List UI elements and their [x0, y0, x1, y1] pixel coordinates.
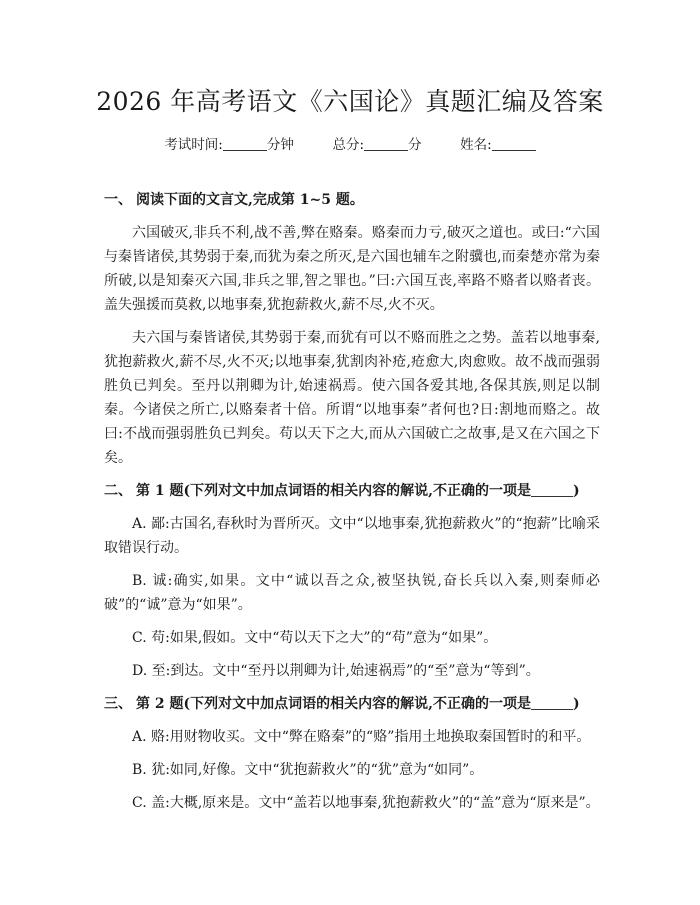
q2-option-c: C. 盖:大概,原来是。文中“盖若以地事秦,犹抱薪救火”的“盖”意为“原来是”。	[132, 795, 600, 811]
answer-blank	[531, 695, 573, 710]
time-blank	[223, 137, 267, 151]
passage-paragraph-2: 夫六国与秦皆诸侯,其势弱于秦,而犹有可以不赂而胜之之势。盖若以地事秦,犹抱薪救火,薪不尽,火不灭;以地事秦,犹割肉补疮,疮愈大,肉愈败。故不战而强弱胜负已判矣。至丹以荆卿为计,始速祸焉。使六国各爱其地,各保其族,则足以制秦。今诸侯之所亡,以赂秦者十倍。所谓“以地事秦”者何也?日:割地而赂之。故曰:不战而强弱胜负已判矣。苟以天下之大,而从六国破亡之故事,是又在六国之下矣。	[104, 330, 600, 466]
section-2-heading: 二、 第 1 题(下列对文中加点词语的相关内容的解说,不正确的一项是 )	[104, 479, 600, 503]
q2-option-b: B. 犹:如同,好像。文中“犹抱薪救火”的“犹”意为“如同”。	[132, 762, 484, 778]
section-3-number: 三、	[104, 696, 132, 712]
exam-meta	[0, 133, 700, 153]
q2-option-a: A. 赂:用财物收买。文中“弊在赂秦”的“赂”指用土地换取秦国暂时的和平。	[132, 729, 591, 745]
q1-option-a: A. 鄙:古国名,春秋时为晋所灭。文中“以地事秦,犹抱薪救火”的“抱薪”比喻采取错误行动。	[104, 516, 600, 556]
q1-option-d: D. 至:到达。文中“至丹以荆卿为计,始速祸焉”的“至”意为“等到”。	[132, 663, 540, 679]
page-title: 2026 年高考语文《六国论》真题汇编及答案	[96, 87, 604, 116]
time-unit: 分钟	[266, 137, 294, 153]
section-1-heading	[104, 188, 600, 212]
passage-paragraph-1: 六国破灭,非兵不利,战不善,弊在赂秦。赂秦而力亏,破灭之道也。或曰:“六国与秦皆诸侯,其势弱于秦,而犹为秦之所灭,是六国也辅车之附骥也,而秦楚亦常为秦所破,以是知秦灭六国,非兵之罪,智之罪也。”曰:六国互丧,率路不赂者以赂者丧。盖失强援而莫救,以地事秦,犹抱薪救火,薪不尽,火不灭。	[104, 225, 600, 313]
section-2-number: 二、	[104, 483, 132, 499]
score-label: 总分:	[332, 137, 365, 153]
score-unit: 分	[408, 137, 422, 153]
section-2-title: 第 1 题(下列对文中加点词语的相关内容的解说,不正确的一项是	[136, 483, 531, 499]
q1-option-b: B. 诚:确实,如果。文中“诚以吾之众,被坚执锐,奋长兵以入秦,则秦师必破”的“诚”意为“如果”。	[104, 573, 600, 613]
name-blank	[492, 137, 536, 151]
section-1-number: 一、	[104, 192, 132, 208]
answer-blank	[531, 482, 573, 497]
score-blank	[364, 137, 408, 151]
q1-option-c: C. 苟:如果,假如。文中“苟以天下之大”的“苟”意为“如果”。	[132, 630, 498, 646]
section-3-heading: 三、 第 2 题(下列对文中加点词语的相关内容的解说,不正确的一项是 )	[104, 692, 600, 716]
name-label: 姓名:	[460, 137, 492, 153]
exam-content	[104, 188, 600, 824]
section-1-title: 阅读下面的文言文,完成第 1~5 题。	[136, 192, 364, 208]
time-label: 考试时间:	[164, 137, 223, 153]
section-3-title: 第 2 题(下列对文中加点词语的相关内容的解说,不正确的一项是	[136, 696, 531, 712]
